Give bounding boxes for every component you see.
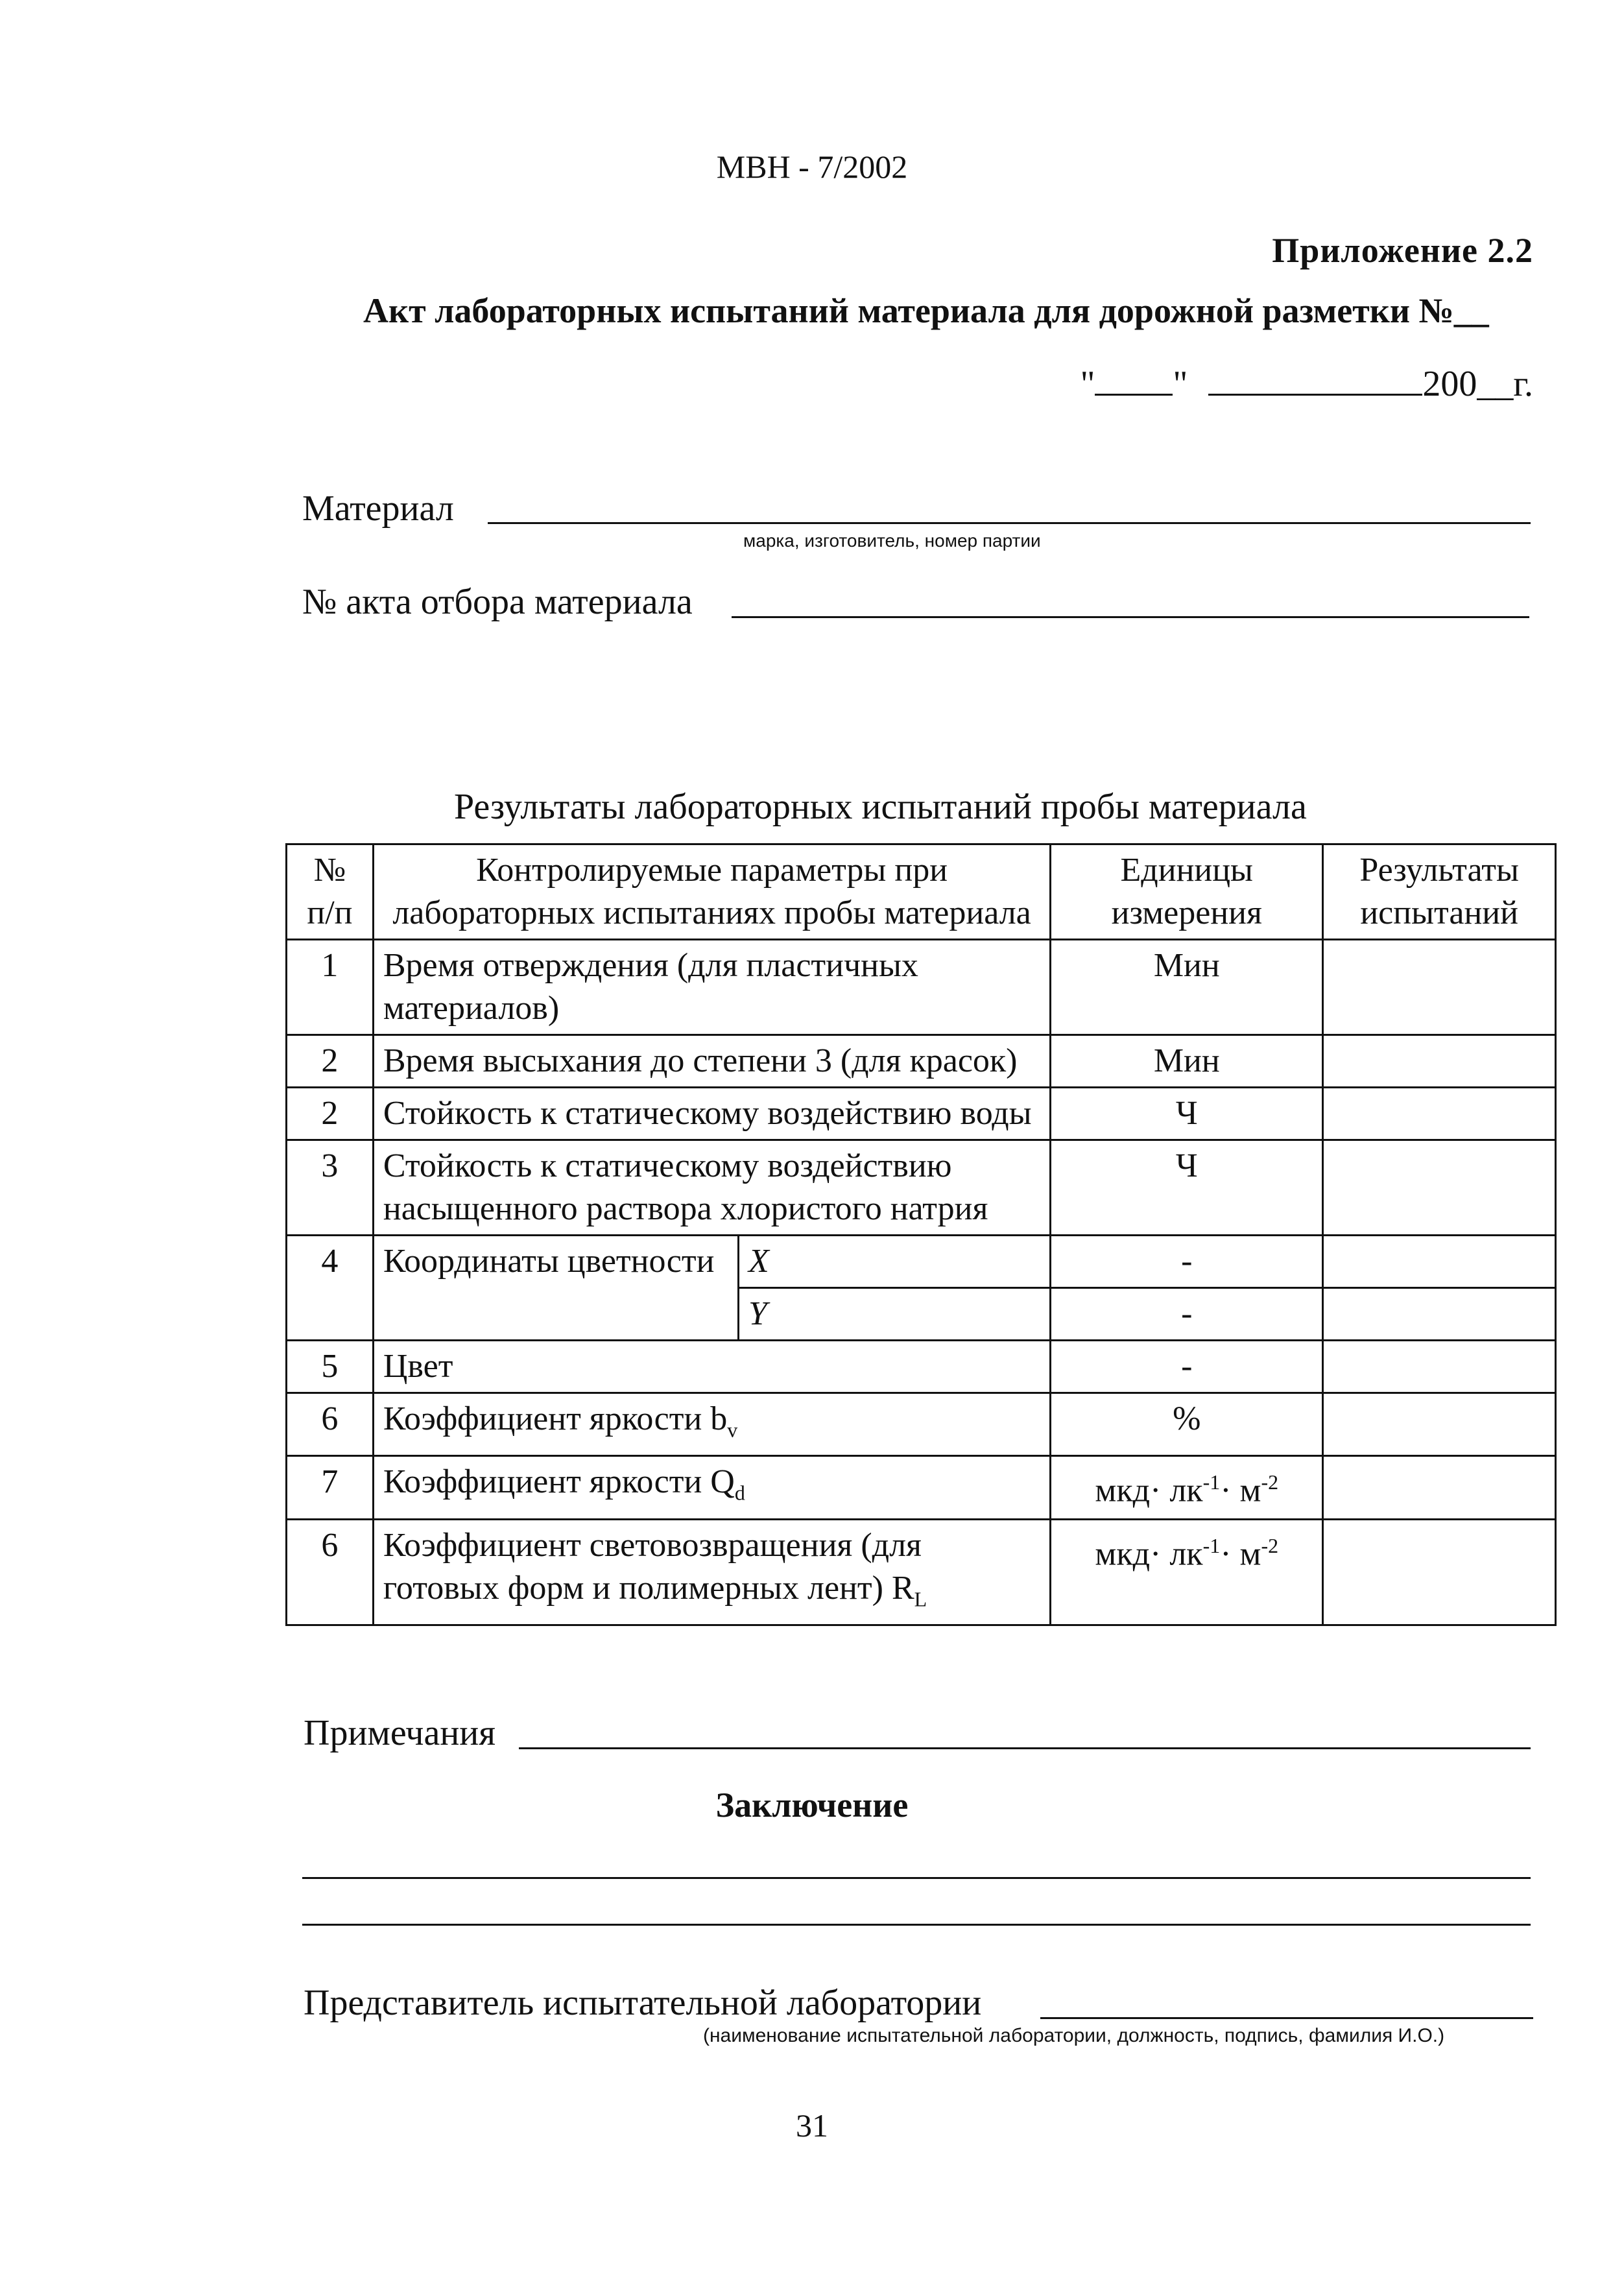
table-title: Результаты лабораторных испытаний пробы материала bbox=[454, 787, 1307, 827]
row-param bbox=[373, 1456, 1050, 1519]
representative-field[interactable] bbox=[1040, 2017, 1533, 2019]
row-num: 2 bbox=[287, 1088, 374, 1140]
unit-text: мкд· лк bbox=[1095, 1472, 1203, 1509]
row-unit: Ч bbox=[1051, 1088, 1323, 1140]
document-code: МВН - 7/2002 bbox=[716, 149, 908, 185]
representative-label: Представитель испытательной лаборатории bbox=[304, 1983, 982, 2023]
row-num: 4 bbox=[287, 1236, 374, 1341]
row-unit: Мин bbox=[1051, 1035, 1323, 1088]
date-line bbox=[1081, 363, 1533, 405]
table-row-color-x bbox=[287, 1236, 1556, 1288]
header-num: № п/п bbox=[287, 844, 374, 940]
unit-exp2: -2 bbox=[1261, 1470, 1279, 1494]
notes-field[interactable] bbox=[519, 1747, 1531, 1749]
row-result[interactable] bbox=[1323, 1393, 1556, 1456]
table-row bbox=[287, 1035, 1556, 1088]
results-table bbox=[285, 843, 1557, 1626]
row-param: Цвет bbox=[373, 1341, 1050, 1393]
param-subscript: v bbox=[727, 1418, 738, 1442]
unit-mid: · м bbox=[1220, 1472, 1261, 1509]
row-unit: Ч bbox=[1051, 1140, 1323, 1236]
unit-mid: · м bbox=[1220, 1535, 1261, 1573]
table-row bbox=[287, 940, 1556, 1035]
row-unit: % bbox=[1051, 1393, 1323, 1456]
param-subscript: L bbox=[914, 1587, 927, 1611]
row-param: Стойкость к статическому воздействию воды bbox=[373, 1088, 1050, 1140]
conclusion-line-2[interactable] bbox=[302, 1924, 1531, 1926]
row-result[interactable] bbox=[1323, 1035, 1556, 1088]
param-text: Коэффициент световозвращения (для готовых форм и полимерных лент) R bbox=[383, 1526, 922, 1607]
sampling-act-label: № акта отбора материала bbox=[302, 582, 693, 622]
page-number: 31 bbox=[796, 2107, 828, 2144]
row-result[interactable] bbox=[1323, 1519, 1556, 1625]
param-subscript: d bbox=[734, 1481, 745, 1505]
row-result[interactable] bbox=[1323, 1140, 1556, 1236]
row-unit: Мин bbox=[1051, 940, 1323, 1035]
row-num: 3 bbox=[287, 1140, 374, 1236]
date-year: 200__г. bbox=[1422, 364, 1533, 404]
row-unit: - bbox=[1051, 1341, 1323, 1393]
row-param: Время отверждения (для пластичных материалов) bbox=[373, 940, 1050, 1035]
row-param bbox=[373, 1519, 1050, 1625]
unit-exp1: -1 bbox=[1202, 1533, 1221, 1557]
table-row bbox=[287, 1519, 1556, 1625]
color-y-label: Y bbox=[738, 1288, 1050, 1341]
row-unit: - bbox=[1051, 1288, 1323, 1341]
row-num: 2 bbox=[287, 1035, 374, 1088]
sampling-act-field[interactable] bbox=[732, 616, 1529, 618]
table-header-row bbox=[287, 844, 1556, 940]
row-result[interactable] bbox=[1323, 1288, 1556, 1341]
appendix-label: Приложение 2.2 bbox=[1272, 231, 1533, 270]
material-field[interactable] bbox=[488, 522, 1531, 524]
row-unit bbox=[1051, 1456, 1323, 1519]
unit-text: мкд· лк bbox=[1095, 1535, 1203, 1573]
row-num: 7 bbox=[287, 1456, 374, 1519]
row-unit bbox=[1051, 1519, 1323, 1625]
row-result[interactable] bbox=[1323, 1456, 1556, 1519]
row-param: Стойкость к статическому воздействию насыщенного раствора хлористого натрия bbox=[373, 1140, 1050, 1236]
table-row bbox=[287, 1088, 1556, 1140]
table-row bbox=[287, 1341, 1556, 1393]
param-text: Коэффициент яркости Q bbox=[383, 1463, 735, 1501]
row-param: Координаты цветности bbox=[373, 1236, 738, 1341]
row-num: 1 bbox=[287, 940, 374, 1035]
document-title: Акт лабораторных испытаний материала для дорожной разметки №__ bbox=[363, 291, 1489, 330]
row-result[interactable] bbox=[1323, 1236, 1556, 1288]
row-unit: - bbox=[1051, 1236, 1323, 1288]
conclusion-title: Заключение bbox=[715, 1786, 909, 1824]
header-param: Контролируемые параметры при лабораторных испытаниях пробы материала bbox=[373, 844, 1050, 940]
table-row bbox=[287, 1140, 1556, 1236]
row-result[interactable] bbox=[1323, 1088, 1556, 1140]
date-quote-open: " bbox=[1080, 364, 1095, 404]
header-result: Результаты испытаний bbox=[1323, 844, 1556, 940]
month-blank[interactable] bbox=[1208, 387, 1422, 396]
row-num: 6 bbox=[287, 1393, 374, 1456]
notes-label: Примечания bbox=[304, 1713, 496, 1753]
date-quote-close: " bbox=[1173, 364, 1188, 404]
material-caption: марка, изготовитель, номер партии bbox=[743, 531, 1041, 551]
row-result[interactable] bbox=[1323, 940, 1556, 1035]
material-label: Материал bbox=[302, 488, 454, 529]
day-blank[interactable] bbox=[1095, 387, 1173, 396]
color-x-label: X bbox=[738, 1236, 1050, 1288]
table-row bbox=[287, 1393, 1556, 1456]
row-result[interactable] bbox=[1323, 1341, 1556, 1393]
unit-exp1: -1 bbox=[1202, 1470, 1221, 1494]
header-unit: Единицы измерения bbox=[1051, 844, 1323, 940]
row-param: Время высыхания до степени 3 (для красок) bbox=[373, 1035, 1050, 1088]
unit-exp2: -2 bbox=[1261, 1533, 1279, 1557]
param-text: Коэффициент яркости b bbox=[383, 1400, 728, 1437]
table-row bbox=[287, 1456, 1556, 1519]
row-num: 5 bbox=[287, 1341, 374, 1393]
representative-caption: (наименование испытательной лаборатории, должность, подпись, фамилия И.О.) bbox=[703, 2025, 1445, 2046]
row-num: 6 bbox=[287, 1519, 374, 1625]
row-param bbox=[373, 1393, 1050, 1456]
conclusion-line-1[interactable] bbox=[302, 1877, 1531, 1879]
